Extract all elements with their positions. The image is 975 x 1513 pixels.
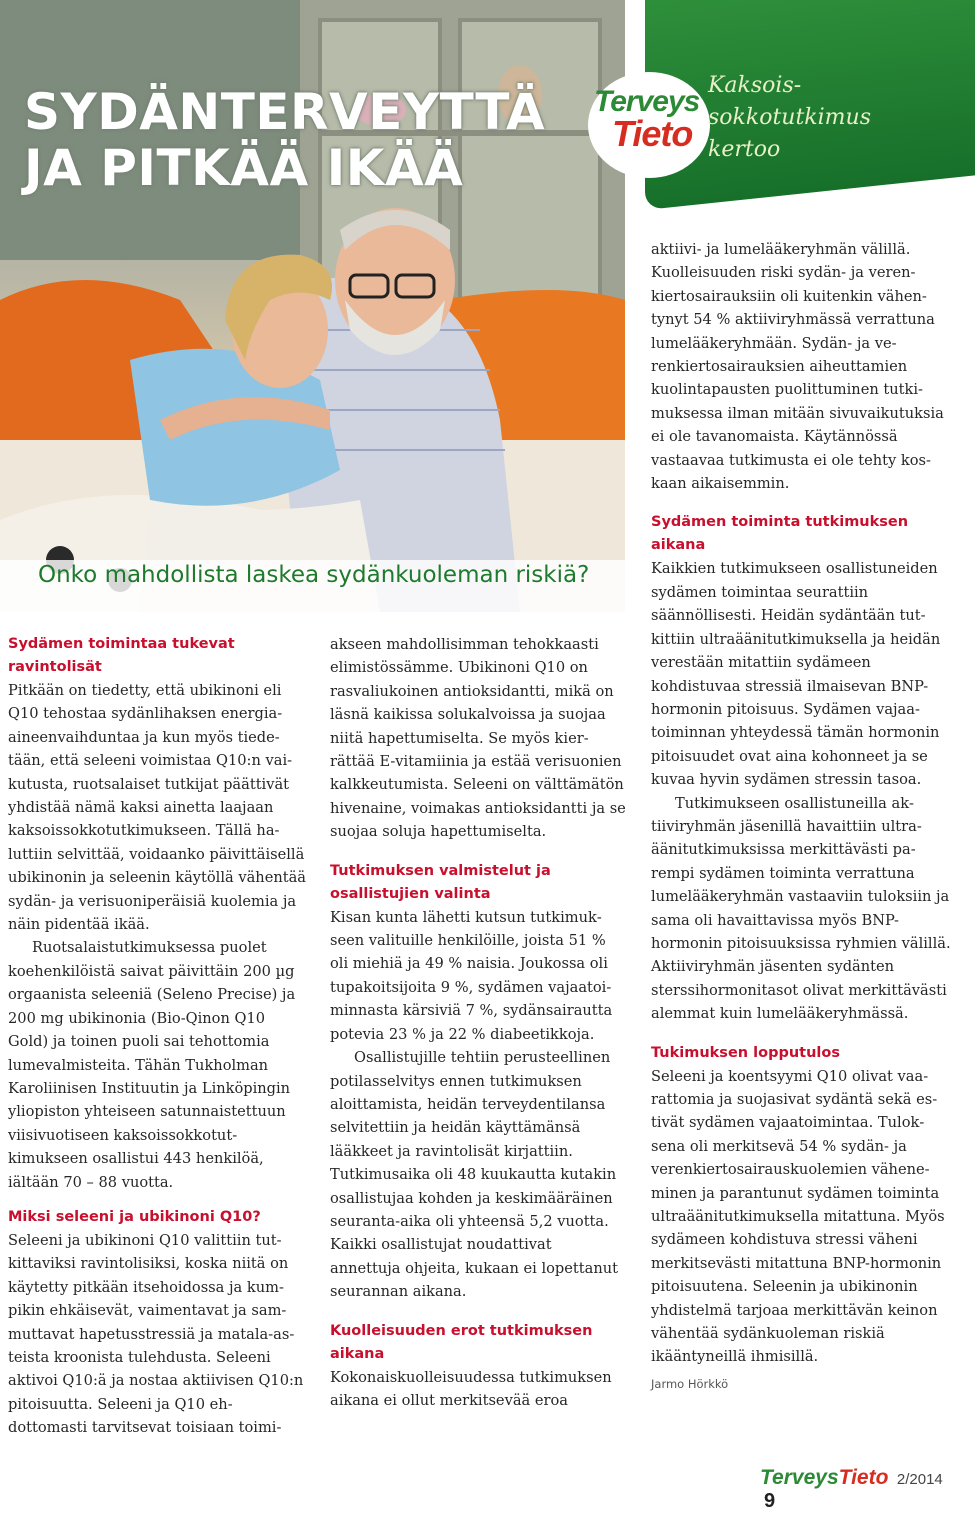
- paragraph: Seleeni ja ubikinoni Q10 valittiin tutkittaviksi ravintolisiksi, koska niitä on käytetty pitkään itsehoidossa ja kumpikin ehkäisevät, vaimentavat ja sammuttavat hapetusstressiä ja matala-asteista kroonista tulehdusta. Seleeni aktivoi Q10:ä ja nostaa aktiivisen Q10:n pitoisuutta. Seleeni ja Q10 ehdottomasti tarvitsevat toisiaan toimi-: [8, 1231, 304, 1437]
- page-number: 9: [764, 1490, 776, 1512]
- paragraph: aktiivi- ja lumelääkeryhmän välillä. Kuolleisuuden riski sydän- ja verenkiertosairauksiin oli kuitenkin vähentynyt 54 % aktiiviryhmässä verrattuna lumelääkeryhmään. Sydän- ja verenkiertosairauksien aiheuttamien kuolintapausten puolittuminen tutkimuksessa ilman mitään sivuvaikutuksia ei ole tavanomaista. Käytännössä vastaavaa tutkimusta ei ole tehty koskaan aikaisemmin.: [651, 241, 944, 493]
- headline-line1: SYDÄNTERVEYTTÄ: [24, 83, 546, 141]
- page-footer: [760, 1466, 955, 1512]
- paragraph: Tutkimukseen osallistuneilla aktiiviryhmän jäsenillä havaittiin ultraäänitutkimuksissa merkittävästi parempi sydämen toiminta verrattuna lumelääkeryhmän vastaaviin tuloksiin ja sama oli havaittavissa myös BNP-hormonin pitoisuuksissa ryhmien välillä. Aktiiviryhmän jäsenten sydänten sterssihormonitasot olivat merkittävästi alemmat kuin lumelääkeryhmässä.: [651, 794, 951, 1023]
- issue-number: 2/2014: [896, 1471, 943, 1488]
- paragraph: Pitkään on tiedetty, että ubikinoni eli Q10 tehostaa sydänlihaksen energiaaineenvaihduntaa ja kun myös tiedetään, että seleeni voimistaa Q10:n vaikutusta, ruotsalaiset tutkijat päättivät yhdistää nämä kaksi ainetta laajaan kaksoissokkotutkimukseen. Tällä haluttiin selvittää, voidaanko päivittäisellä ubikinonin ja seleenin käytöllä vähentää sydän- ja verisuoniperäisiä kuolemia ja näin pidentää ikää.: [8, 682, 307, 934]
- author-byline: Jarmo Hörkkö: [651, 1376, 729, 1391]
- section-heading: Miksi seleeni ja ubikinoni Q10?: [8, 1208, 261, 1225]
- logo-word-tieto: Tieto: [612, 113, 693, 154]
- headline-line2: JA PITKÄÄ IKÄÄ: [24, 139, 464, 197]
- tagline-line1: Kaksois-: [708, 73, 802, 98]
- paragraph: Osallistujille tehtiin perusteellinen potilasselvitys ennen tutkimuksen aloittamista, heidän terveydentilansa selvitettiin ja heidän käyttämänsä lääkkeet ja ravintolisät kirjattiin. Tutkimusaika oli 48 kuukautta kutakin osallistujaa kohden ja keskimääräinen seuranta-aika oli yhteensä 5,2 vuotta. Kaikki osallistujat noudattivat annettuja ohjeita, kukaan ei lopettanut seurannan aikana.: [330, 1049, 618, 1301]
- section-heading: Sydämen toimintaa tukevat ravintolisät: [8, 636, 235, 675]
- logo-word-terveys: Terveys: [594, 85, 700, 118]
- article-headline: [24, 84, 584, 196]
- paragraph: akseen mahdollisimman tehokkaasti elimistössämme. Ubikinoni Q10 on rasvaliukoinen antioksidantti, mikä on läsnä kaikissa solukalvoissa ja suojaa niitä hapettumiselta. Se myös kierrättää E-vitamiinia ja estää verisuonien kalkkeutumista. Seleeni on välttämätön hivenaine, voimakas antioksidantti ja se suojaa soluja hapettumiselta.: [330, 636, 626, 841]
- footer-brand-tieto: Tieto: [838, 1466, 889, 1489]
- article-question: Onko mahdollista laskea sydänkuoleman riskiä?: [38, 562, 590, 588]
- terveystieto-logo: [594, 85, 704, 154]
- section-heading: Tutkimuksen valmistelut ja osallistujien valinta: [330, 862, 551, 902]
- section-heading: Kuolleisuuden erot tutkimuksen aikana: [330, 1322, 593, 1362]
- footer-brand-terveys: Terveys: [760, 1466, 839, 1489]
- paragraph: Kisan kunta lähetti kutsun tutkimukseen valituille henkilöille, joista 51 % oli miehiä ja 49 % naisia. Joukossa oli tupakoitsijoita 9 %, sydämen vajaatoiminnasta kärsiviä 7 %, sydänsairautta potevia 23 % ja 22 % diabeetikkoja.: [330, 908, 613, 1043]
- paragraph: Ruotsalaistutkimuksessa puolet koehenkilöistä saivat päivittäin 200 µg orgaanista seleeniä (Seleno Precise) ja 200 mg ubikinonia (Bio-Qinon Q10 Gold) ja toinen puoli sai tehottomia lumevalmisteita. Tähän Tukholman Karoliinisen Instituutin ja Linköpingin yliopiston yhteiseen satunnaistettuun viisivuotiseen kaksoissokkotutkimukseen osallistui 443 henkilöä, iältään 70 – 88 vuotta.: [8, 939, 296, 1191]
- paragraph: Seleeni ja koentsyymi Q10 olivat vaarattomia ja suojasivat sydäntä sekä estivät sydämen vajaatoimintaa. Tuloksena oli merkitsevä 54 % sydän- ja verenkiertosairauskuolemien väheneminen ja parantunut sydämen toiminta ultraäänitutkimuksella mitattuna. Myös sydämeen kohdistuva stressi väheni merkitsevästi mitattuna BNP-hormonin pitoisuutena. Seleenin ja ubikinonin yhdistelmä tarjoaa merkittävän keinon vähentää sydänkuoleman riskiä ikääntyneillä ihmisillä.: [651, 1067, 945, 1366]
- paragraph: Kokonaiskuolleisuudessa tutkimuksen aikana ei ollut merkitsevää eroa: [330, 1368, 612, 1409]
- paragraph: Kaikkien tutkimukseen osallistuneiden sydämen toimintaa seurattiin säännöllisesti. Heidän sydäntään tutkittiin ultraäänitutkimuksella ja heidän verestään mitattiin sydämeen kohdistuvaa stressiä ilmaisevan BNP-hormonin pitoisuus. Sydämen vajaatoiminnan yhteydessä tämän hormonin pitoisuudet ovat aina kohonneet ja se kuvaa hyvin sydämen stressin tasoa.: [651, 560, 941, 789]
- article-column-3: [651, 238, 951, 1396]
- article-column-2: [330, 633, 626, 1412]
- tagline-line3: kertoo: [708, 137, 781, 162]
- section-heading: Sydämen toiminta tutkimuksen aikana: [651, 514, 909, 554]
- brand-tagline: [708, 70, 938, 166]
- article-column-1: [8, 633, 306, 1440]
- tagline-line2: sokkotutkimus: [708, 105, 871, 130]
- section-heading: Tukimuksen lopputulos: [651, 1044, 840, 1061]
